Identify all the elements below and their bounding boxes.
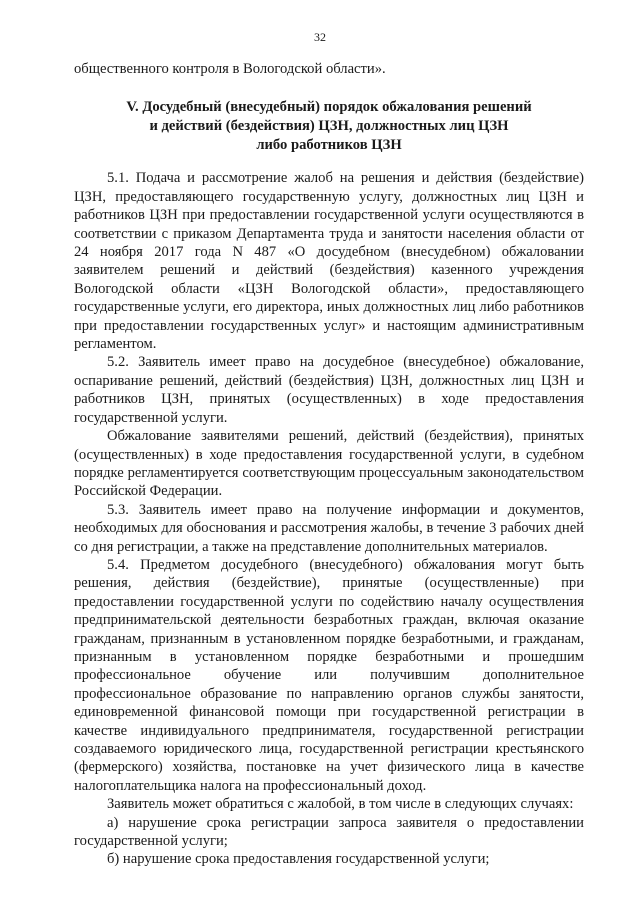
heading-line-3: либо работников ЦЗН [256,137,402,154]
paragraph-5-4: 5.4. Предметом досудебного (внесудебного) обжалования могут быть решения, действия (бездействие), принятые (осуществленные) при предоставлении государственной услуги по содействию началу осуществления предпринимательской деятельности безработных граждан, включая оказание гражданам, признанным в установленном порядке безработными, и гражданам, признанным в установленном порядке безработными и прошедшим профессиональное обучение или получившим дополнительное профессиональное образование по направлению органов службы занятости, единовременной финансовой помощи при государственной регистрации в качестве индивидуального предпринимателя, государственной регистрации создаваемого юридического лица, государственной регистрации крестьянского (фермерского) хозяйства, постановке на учет физического лица в качестве налогоплательщика налога на профессиональный доход. [74,556,584,794]
heading-line-2: и действий (бездействия) ЦЗН, должностных лиц ЦЗН [149,118,509,135]
section-heading [74,98,584,155]
paragraph-5-2: 5.2. Заявитель имеет право на досудебное (внесудебное) обжалование, оспаривание решений, действий (бездействия) ЦЗН, должностных лиц ЦЗН и работников ЦЗН, принятых (осуществленных) в ходе предоставления государственной услуги. [74,354,584,426]
case-a: а) нарушение срока регистрации запроса заявителя о предоставлении государственной услуги; [74,814,584,850]
case-b: б) нарушение срока предоставления государственной услуги; [107,851,490,868]
lead-line: общественного контроля в Вологодской области». [74,61,386,77]
paragraph-5-1: 5.1. Подача и рассмотрение жалоб на решения и действия (бездействие) ЦЗН, предоставляющего государственную услугу, должностных лиц ЦЗН и работников ЦЗН при предоставлении государственной услуги осуществляются в соответствии с приказом Департамента труда и занятости населения области от 24 ноября 2017 года N 487 «О досудебном (внесудебном) обжаловании заявителем решений и действий (бездействия) казенного учреждения Вологодской области «ЦЗН Вологодской области», предоставляющего государственные услуги, его директора, иных должностных лиц либо работников при предоставлении государственных услуг» и настоящим административным регламентом. [74,170,584,353]
heading-line-1: V. Досудебный (внесудебный) порядок обжалования решений [126,99,532,116]
page-number: 32 [314,30,326,44]
cases-intro: Заявитель может обратиться с жалобой, в том числе в следующих случаях: [107,796,574,813]
paragraph-5-2-appeal: Обжалование заявителями решений, действий (бездействия), принятых (осуществленных) в ходе предоставления государственной услуги, в судебном порядке регламентируется соответствующим процессуальным законодательством Российской Федерации. [74,428,584,500]
paragraph-5-3: 5.3. Заявитель имеет право на получение информации и документов, необходимых для обоснования и рассмотрения жалобы, в течение 3 рабочих дней со дня регистрации, а также на представление дополнительных материалов. [74,501,584,555]
document-body [74,60,584,869]
